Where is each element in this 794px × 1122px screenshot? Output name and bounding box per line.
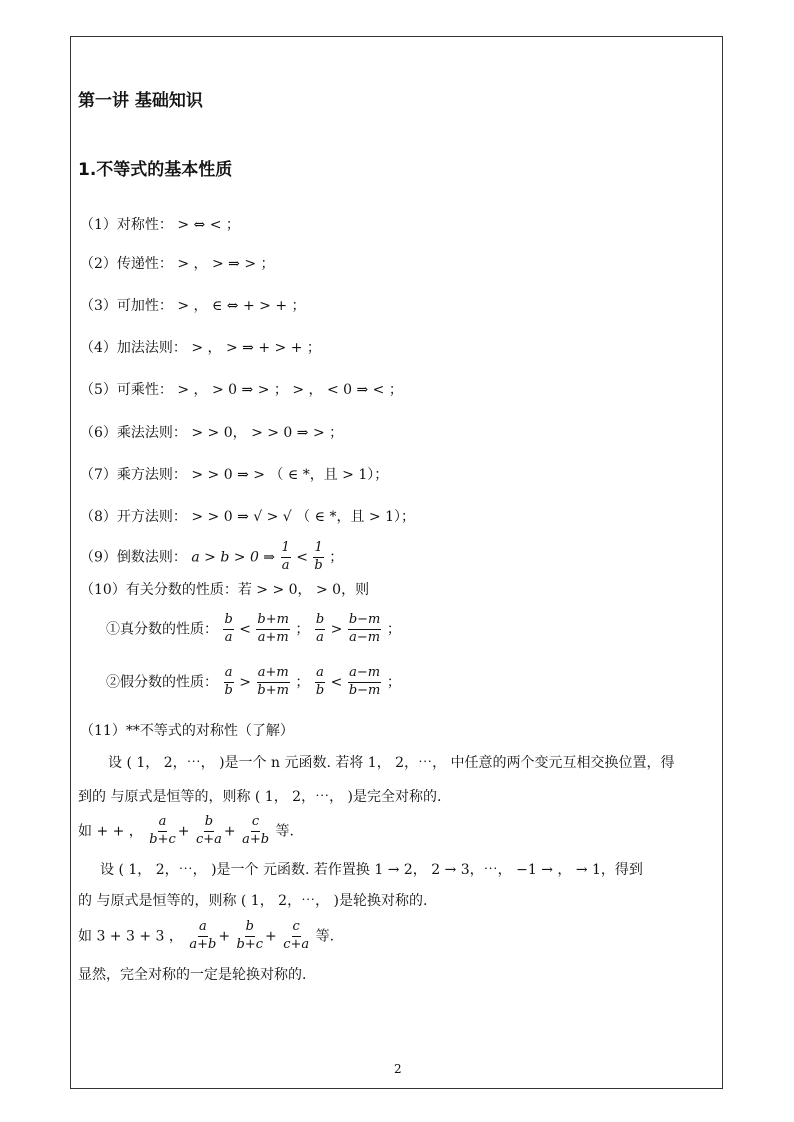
punct: ； [329, 549, 344, 566]
fraction: $\frac{b}{b+c}$ [236, 919, 263, 952]
label: ②假分数的性质： [106, 674, 218, 691]
property-9-label: （9）倒数法则： [80, 549, 187, 566]
page-number: 2 [394, 1062, 402, 1076]
property-11: （11）**不等式的对称性（了解） [80, 723, 294, 739]
fraction: $\frac{a-m}{b-m}$ [348, 665, 381, 698]
conclusion: 显然，完全对称的一定是轮换对称的. [78, 967, 307, 983]
label: 如 3 + 3 + 3 ， [78, 928, 183, 945]
relation: > [330, 621, 343, 638]
fraction: $\frac{b+m}{a+m}$ [257, 612, 289, 645]
suffix: 等. [275, 823, 294, 840]
relation: > [239, 674, 251, 691]
property-7: （7）乘方法则： > > 0 ⇒ > （ ∈ *，且 > 1）； [80, 467, 389, 483]
property-5: （5）可乘性： > ， > 0 ⇒ > ； > ， < 0 ⇒ < ； [80, 382, 403, 398]
fraction: $\frac{1}{a}$ [281, 540, 290, 573]
fraction: $\frac{c}{a+b}$ [242, 814, 270, 847]
punct: ； [295, 674, 310, 691]
property-1: （1）对称性： > ⇔ < ； [80, 217, 240, 233]
fraction: $\frac{a+m}{b+m}$ [257, 665, 289, 698]
property-6: （6）乘法法则： > > 0， > > 0 ⇒ > ； [80, 425, 344, 441]
property-9-expr: a > b > 0 ⇒ [191, 549, 276, 566]
property-9 [80, 541, 343, 574]
page-title: 第一讲 基础知识 [78, 91, 203, 111]
fraction: $\frac{a}{b}$ [315, 665, 325, 698]
rotation-symmetry-def-line1: 设 ( 1， 2，⋯， )是一个 元函数. 若作置换 1 → 2， 2 → 3，⋯， −1 → ， → 1，得到 [100, 862, 643, 878]
section-heading: 1.不等式的基本性质 [78, 160, 233, 180]
proper-fraction-property [106, 613, 401, 646]
fraction: $\frac{b}{c+a}$ [195, 814, 222, 847]
property-4: （4）加法法则： > ， > ⇒ + > + ； [80, 340, 321, 356]
rotation-symmetry-example: 如 3 + 3 + 3 ， $\frac{a}{a+b}$ + $\frac{b}{b+c}$ + $\frac{c}{c+a}$ 等. [78, 919, 335, 952]
fraction: $\frac{b-m}{a-m}$ [348, 612, 381, 645]
full-symmetry-example: 如 + + ， $\frac{a}{b+c}$ + $\frac{b}{c+a}$ + $\frac{c}{a+b}$ 等. [78, 814, 294, 847]
fraction: $\frac{a}{b+c}$ [149, 814, 176, 847]
punct: ； [386, 674, 401, 691]
punct: ； [386, 621, 401, 638]
full-symmetry-def-line2: 到的 与原式是恒等的，则称 ( 1， 2，⋯， )是完全对称的. [78, 789, 442, 805]
fraction: $\frac{1}{b}$ [314, 540, 323, 573]
punct: ； [295, 621, 310, 638]
relation: < [296, 549, 308, 566]
fraction: $\frac{a}{b}$ [224, 665, 233, 698]
improper-fraction-property [106, 666, 401, 699]
property-3: （3）可加性： > ， ∈ ⇔ + > + ； [80, 298, 306, 314]
relation: < [330, 674, 343, 691]
fraction: $\frac{b}{a}$ [315, 612, 325, 645]
full-symmetry-def-line1: 设 ( 1， 2，⋯， )是一个 n 元函数. 若将 1， 2，⋯， 中任意的两个变元互相交换位置，得 [108, 755, 675, 771]
rotation-symmetry-def-line2: 的 与原式是恒等的，则称 ( 1， 2，⋯， )是轮换对称的. [78, 893, 428, 909]
suffix: 等. [315, 928, 335, 945]
property-2: （2）传递性： > ， > ⇒ > ； [80, 256, 275, 272]
fraction: $\frac{b}{a}$ [224, 612, 233, 645]
fraction: $\frac{c}{c+a}$ [283, 919, 310, 952]
property-10: （10）有关分数的性质：若 > > 0， > 0，则 [80, 582, 370, 598]
relation: < [239, 621, 251, 638]
label: 如 + + ， [78, 823, 143, 840]
label: ①真分数的性质： [106, 621, 218, 638]
fraction: $\frac{a}{a+b}$ [189, 919, 217, 952]
property-8: （8）开方法则： > > 0 ⇒ √ > √ （ ∈ *，且 > 1）； [80, 509, 415, 525]
